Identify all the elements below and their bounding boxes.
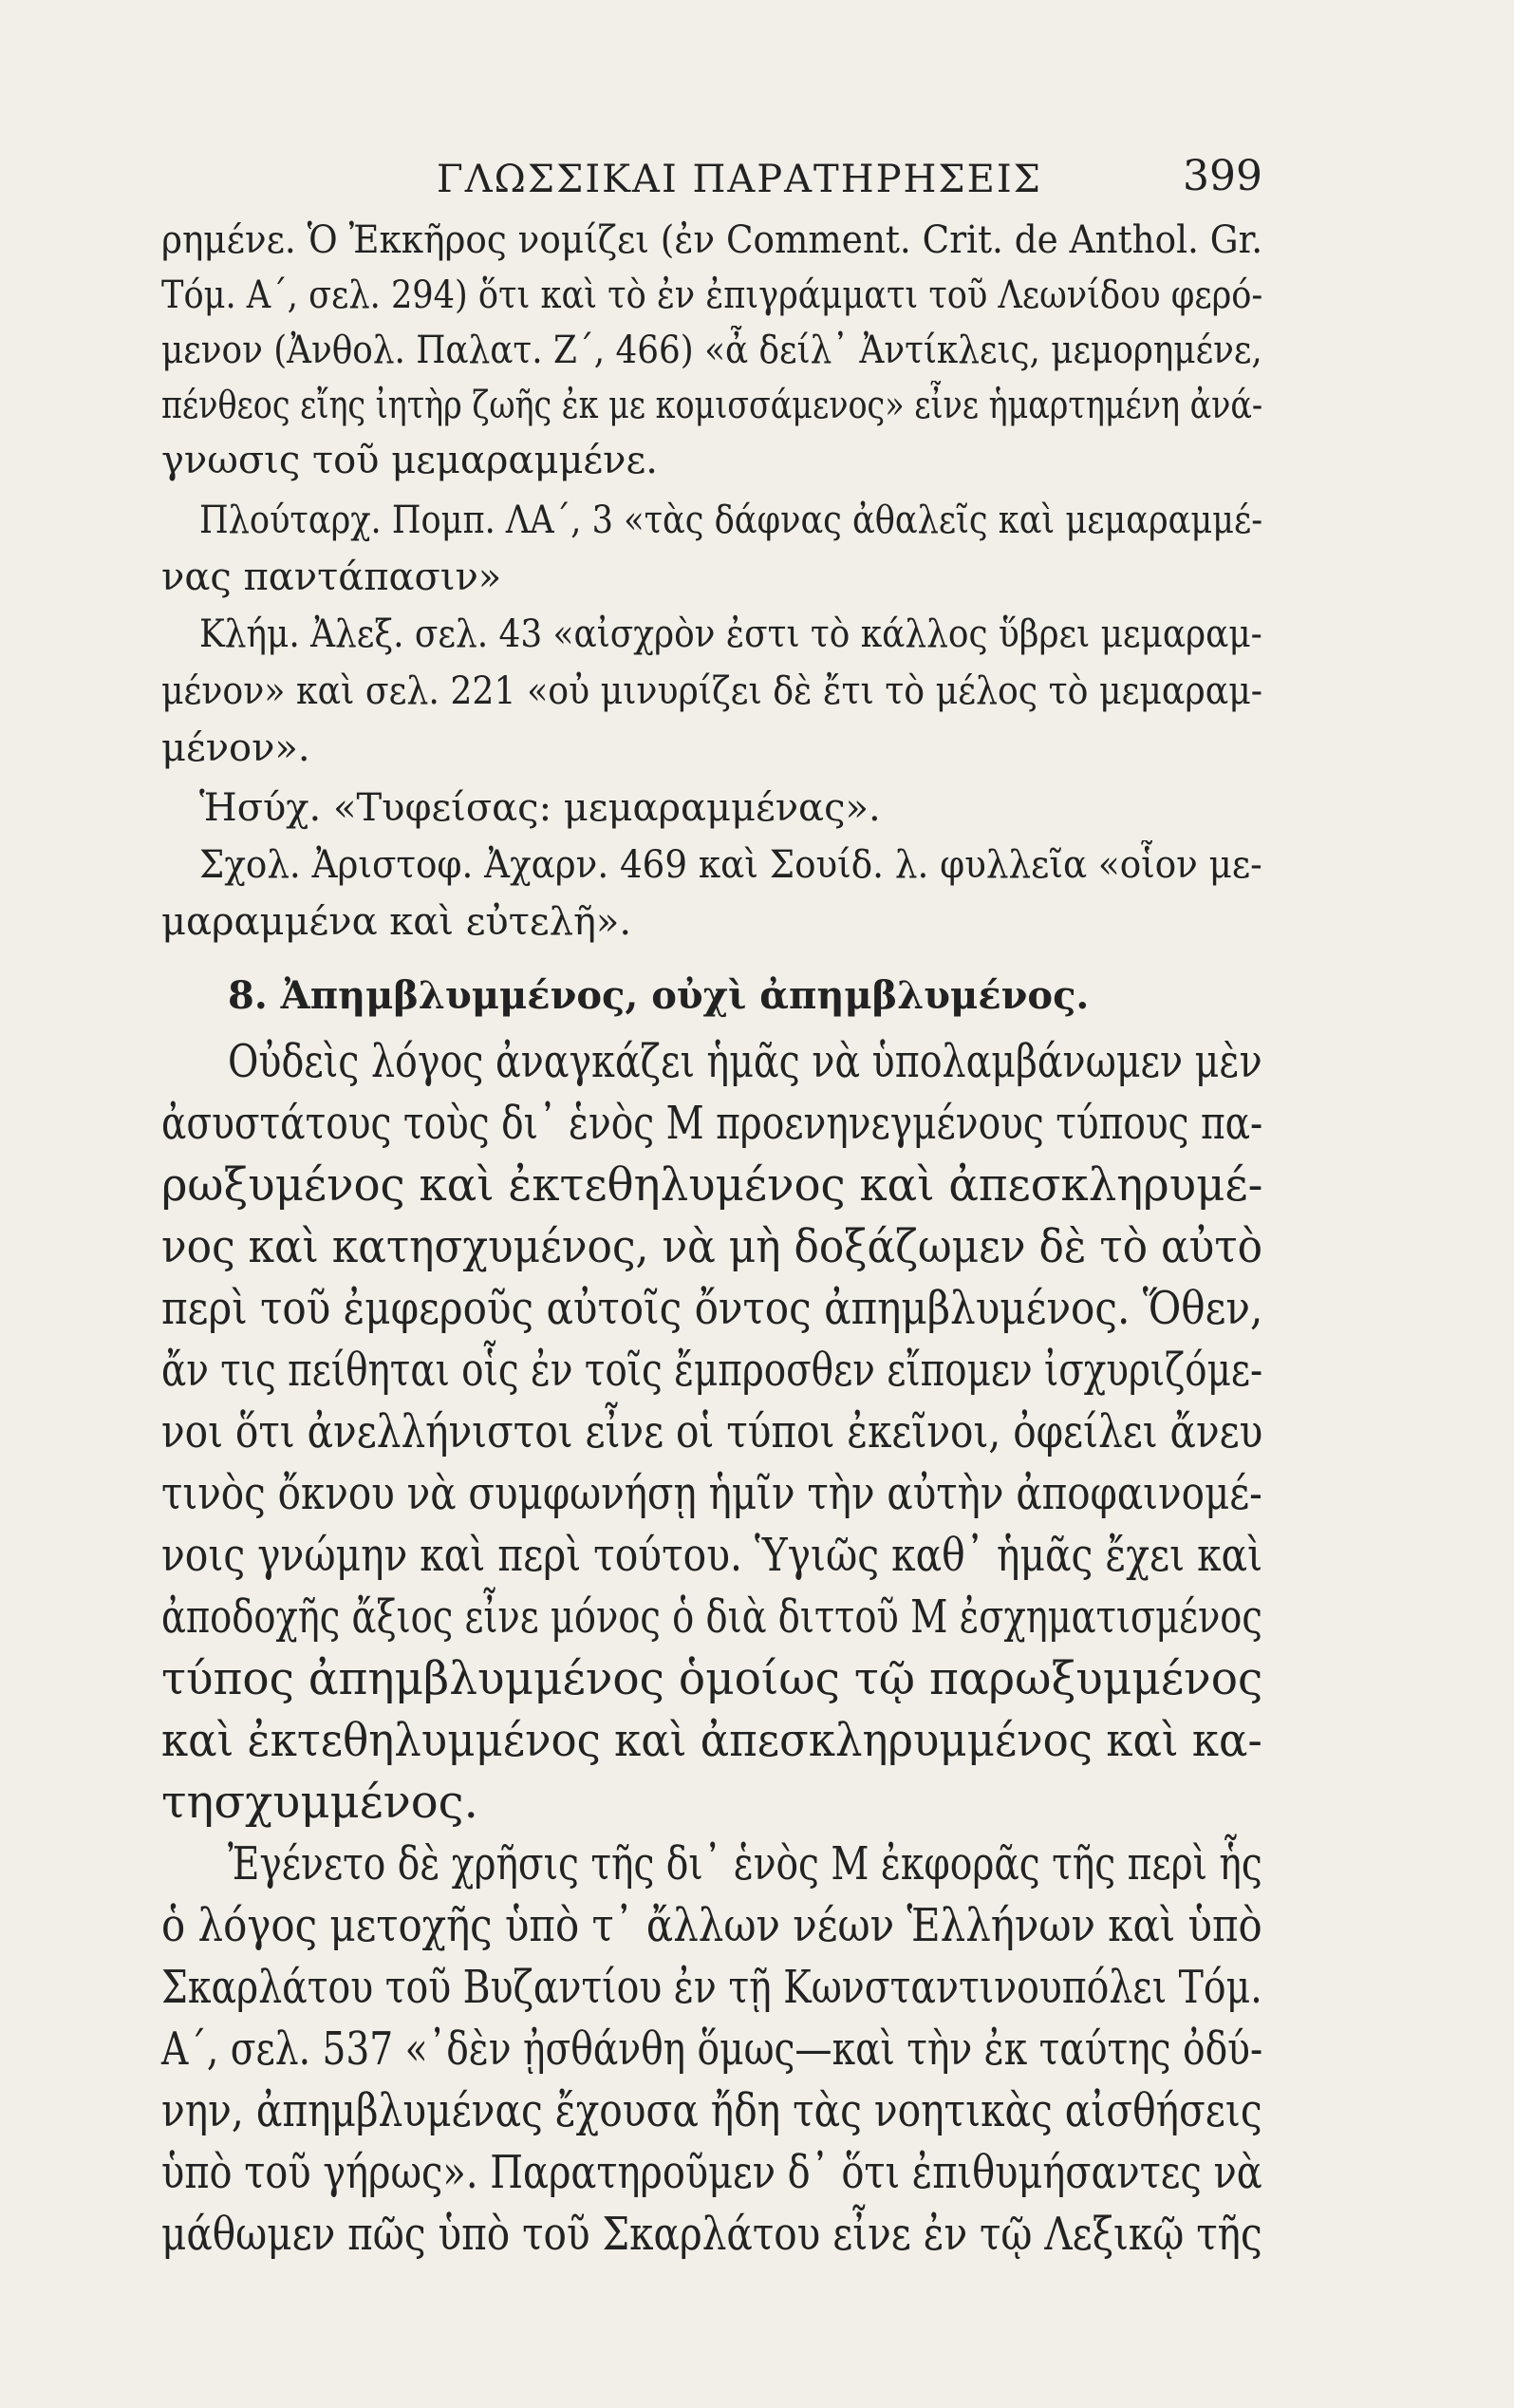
text-line: μάθωμεν πῶς ὑπὸ τοῦ Σκαρλάτου εἶνε ἐν τῷ Λεξικῷ τῆς (161, 2208, 1262, 2261)
text-line: νας παντάπασιν» (161, 555, 502, 599)
text-line: Κλήμ. Ἀλεξ. σελ. 43 «αἰσχρὸν ἐστι τὸ κάλλος ὕβρει μεμαραμ- (199, 612, 1262, 656)
page-number: 399 (1183, 152, 1262, 200)
text-line: μενον (Ἀνθολ. Παλατ. Ζ΄, 466) «ἆ δείλ᾽ Ἀντίκλεις, μεμορημένε, (161, 329, 1262, 372)
text-line: μένον». (161, 726, 310, 770)
text-line: Σχολ. Ἀριστοφ. Ἀχαρν. 469 καὶ Σουίδ. λ. φυλλεῖα «οἷον με- (199, 843, 1262, 887)
text-line: ἀσυστάτους τοὺς δι᾽ ἑνὸς Μ προενηνεγμένους τύπους πα- (161, 1097, 1263, 1150)
text-line: Ἡσύχ. «Τυφείσας: μεμαραμμένας». (199, 786, 881, 830)
text-line: Σκαρλάτου τοῦ Βυζαντίου ἐν τῇ Κωνσταντινουπόλει Τόμ. (161, 1961, 1262, 2014)
text-line: τησχυμμένος. (161, 1776, 478, 1829)
text-line: μαραμμένα καὶ εὐτελῆ». (161, 900, 632, 944)
text-line: γνωσις τοῦ μεμαραμμένε. (161, 439, 658, 482)
text-line: ρωξυμένος καὶ ἐκτεθηλυμένος καὶ ἀπεσκληρυμέ- (161, 1158, 1263, 1212)
text-line: ἄν τις πείθηται οἷς ἐν τοῖς ἔμπροσθεν εἴπομεν ἰσχυριζόμε- (161, 1344, 1263, 1397)
text-line: νην, ἀπημβλυμένας ἔχουσα ἤδη τὰς νοητικὰς αἰσθήσεις (161, 2084, 1262, 2137)
text-line: Τόμ. Α΄, σελ. 294) ὅτι καὶ τὸ ἐν ἐπιγράμματι τοῦ Λεωνίδου φερό- (161, 273, 1263, 317)
text-line: τινὸς ὄκνου νὰ συμφωνήσῃ ἡμῖν τὴν αὐτὴν ἀποφαινομέ- (161, 1467, 1262, 1520)
text-line: Ἐγένετο δὲ χρῆσις τῆς δι᾽ ἑνὸς Μ ἐκφορᾶς τῆς περὶ ἧς (228, 1837, 1262, 1891)
text-line: περὶ τοῦ ἐμφεροῦς αὐτοῖς ὄντος ἀπημβλυμένος. Ὅθεν, (161, 1282, 1263, 1335)
text-line: ρημένε. Ὁ Ἐκκῆρος νομίζει (ἐν Comment. Crit. de Anthol. Gr. (161, 218, 1263, 262)
text-line: ἀποδοχῆς ἄξιος εἶνε μόνος ὁ διὰ διττοῦ Μ ἐσχηματισμένος (161, 1590, 1262, 1644)
text-line: ὁ λόγος μετοχῆς ὑπὸ τ᾽ ἄλλων νέων Ἑλλήνων καὶ ὑπὸ (161, 1899, 1262, 1952)
text-line: Πλούταρχ. Πομπ. ΛΑ΄, 3 «τὰς δάφνας ἀθαλεῖς καὶ μεμαραμμέ- (199, 499, 1263, 542)
running-head: ΓΛΩΣΣΙΚΑΙ ΠΑΡΑΤΗΡΗΣΕΙΣ (437, 158, 1042, 201)
text-line: νοις γνώμην καὶ περὶ τούτου. Ὑγιῶς καθ᾽ ἡμᾶς ἔχει καὶ (161, 1529, 1263, 1582)
text-line: καὶ ἐκτεθηλυμμένος καὶ ἀπεσκληρυμμένος καὶ κα- (161, 1714, 1262, 1767)
text-line: πένθεος εἴης ἰητὴρ ζωῆς ἐκ με κομισσάμενος» εἶνε ἡμαρτημένη ἀνά- (161, 384, 1263, 427)
text-line: Α΄, σελ. 537 «᾽δὲν ᾐσθάνθη ὅμως—καὶ τὴν ἐκ ταύτης ὀδύ- (161, 2022, 1263, 2076)
text-line: ὑπὸ τοῦ γήρως». Παρατηροῦμεν δ᾽ ὅτι ἐπιθυμήσαντες νὰ (161, 2146, 1262, 2199)
section-heading: 8. Ἀπημβλυμμένος, οὐχὶ ἀπημβλυμένος. (228, 973, 1090, 1018)
text-line: τύπος ἀπημβλυμμένος ὁμοίως τῷ παρωξυμμένος (161, 1652, 1263, 1705)
text-line: νος καὶ κατησχυμένος, νὰ μὴ δοξάζωμεν δὲ τὸ αὐτὸ (161, 1220, 1263, 1273)
text-body (161, 218, 1262, 2383)
page-header (161, 152, 1262, 209)
text-line: νοι ὅτι ἀνελλήνιστοι εἶνε οἱ τύποι ἐκεῖνοι, ὀφείλει ἄνευ (161, 1405, 1263, 1458)
text-line: Οὐδεὶς λόγος ἀναγκάζει ἡμᾶς νὰ ὑπολαμβάνωμεν μὲν (228, 1035, 1262, 1088)
text-line: μένον» καὶ σελ. 221 «οὐ μινυρίζει δὲ ἔτι τὸ μέλος τὸ μεμαραμ- (161, 669, 1263, 713)
